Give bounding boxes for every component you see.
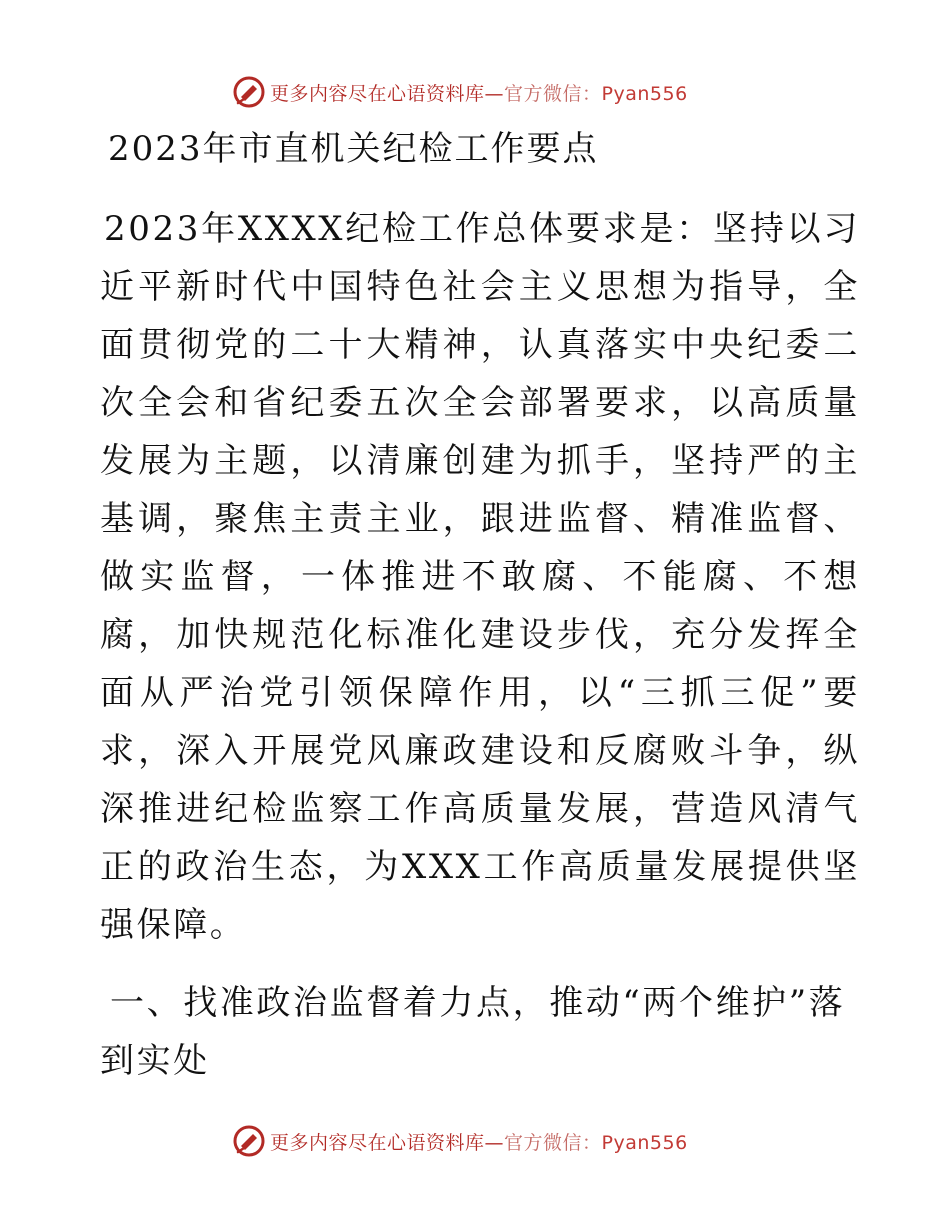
watermark-official-label: 官方微信： — [504, 1131, 602, 1154]
section-heading-1: 一、找准政治监督着力点，推动“两个维护”落到实处 — [100, 983, 846, 1081]
header-watermark — [232, 72, 688, 112]
seal-logo-icon — [232, 1124, 266, 1158]
watermark-main-text: 更多内容尽在心语资料库 — [270, 82, 485, 105]
seal-logo-icon — [232, 75, 266, 109]
watermark-handle: Pyan556 — [601, 1131, 688, 1154]
paragraph-general-requirements: 2023年XXXX纪检工作总体要求是：坚持以习近平新时代中国特色社会主义思想为指导，全面贯彻党的二十大精神，认真落实中央纪委二次全会和省纪委五次全会部署要求，以高质量发展为主题，以清廉创建为抓手，坚持严的主基调，聚焦主责主业，跟进监督、精准监督、做实监督，一体推进不敢腐、不能腐、不想腐，加快规范化标准化建设步伐，充分发挥全面从严治党引领保障作用，以“三抓三促”要求，深入开展党风廉政建设和反腐败斗争，纵深推进纪检监察工作高质量发展，营造风清气正的政治生态，为XXX工作高质量发展提供坚强保障。 — [100, 209, 860, 945]
footer-watermark — [232, 1121, 688, 1161]
watermark-official-label: 官方微信： — [504, 82, 602, 105]
document-title: 2023年市直机关纪检工作要点 — [108, 129, 599, 169]
watermark-separator: — — [484, 1131, 505, 1154]
watermark-separator: — — [484, 82, 505, 105]
watermark-text — [270, 79, 688, 106]
watermark-text — [270, 1128, 688, 1155]
watermark-handle: Pyan556 — [601, 82, 688, 105]
document-body — [100, 120, 860, 1090]
watermark-main-text: 更多内容尽在心语资料库 — [270, 1131, 485, 1154]
